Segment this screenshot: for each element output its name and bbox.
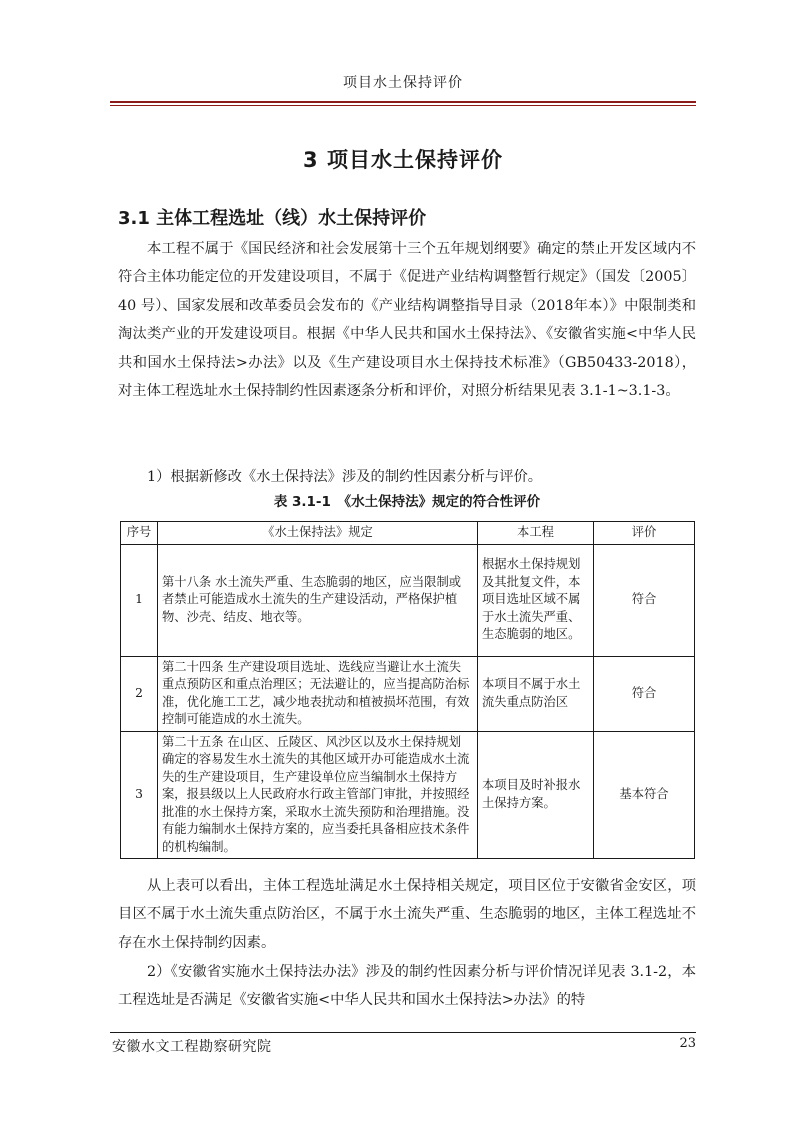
body-paragraph-3: 从上表可以看出，主体工程选址满足水土保持相关规定，项目区位于安徽省金安区，项目区不属于水土流失重点防治区，不属于水土流失严重、生态脆弱的地区，主体工程选址不存在水土保持制约因素。 <box>118 878 696 951</box>
table-row <box>121 544 695 656</box>
row-num: 2 <box>121 656 158 731</box>
body-paragraph-4: 2）《安徽省实施水土保持法办法》涉及的制约性因素分析与评价情况详见表 3.1-2，本工程选址是否满足《安徽省实施<中华人民共和国水土保持法>办法》的特 <box>118 964 696 1009</box>
table-caption: 表 3.1-1 《水土保持法》规定的符合性评价 <box>273 494 541 510</box>
footer-rule <box>110 1032 696 1033</box>
row-rule: 第十八条 水土流失严重、生态脆弱的地区，应当限制或者禁止可能造成水土流失的生产建设活动，严格保护植物、沙壳、结皮、地衣等。 <box>158 544 478 656</box>
row-num: 1 <box>121 544 158 656</box>
row-num: 3 <box>121 731 158 859</box>
row-evaluation: 符合 <box>594 544 695 656</box>
header-evaluation: 评价 <box>594 522 695 545</box>
header-project: 本工程 <box>478 522 594 545</box>
body-paragraph-1: 本工程不属于《国民经济和社会发展第十三个五年规划纲要》确定的禁止开发区域内不符合主体功能定位的开发建设项目，不属于《促进产业结构调整暂行规定》（国发〔2005〕40 号）、国家发展和改革委员会发布的《产业结构调整指导目录（2018年本）》中限制类和淘汰类产业的开发建设项目。根据《中华人民共和国水土保持法》、《安徽省实施<中华人民共和国水土保持法>办法》以及《生产建设项目水土保持技术标准》（GB50433-2018），对主体工程选址水土保持制约性因素逐条分析和评价，对照分析结果见表 3.1-1~3.1-3。 <box>118 241 696 400</box>
compliance-table <box>120 521 695 859</box>
row-evaluation: 符合 <box>594 656 695 731</box>
row-project: 本项目不属于水土流失重点防治区 <box>478 656 594 731</box>
body-paragraph-2: 1）根据新修改《水土保持法》涉及的制约性因素分析与评价。 <box>147 469 543 485</box>
row-project: 本项目及时补报水土保持方案。 <box>478 731 594 859</box>
row-evaluation: 基本符合 <box>594 731 695 859</box>
page-number: 23 <box>679 1036 696 1051</box>
table-row <box>121 731 695 859</box>
header-rule <box>110 101 696 103</box>
footer-organization: 安徽水文工程勘察研究院 <box>112 1039 272 1055</box>
header-num: 序号 <box>121 522 158 545</box>
row-project: 根据水土保持规划及其批复文件，本项目选址区域不属于水土流失严重、生态脆弱的地区。 <box>478 544 594 656</box>
header-rule: 《水土保持法》规定 <box>158 522 478 545</box>
row-rule: 第二十五条 在山区、丘陵区、风沙区以及水土保持规划确定的容易发生水土流失的其他区域开办可能造成水土流失的生产建设项目，生产建设单位应当编制水土保持方案，报县级以上人民政府水行政主管部门审批，并按照经批准的水土保持方案，采取水土流失预防和治理措施。没有能力编制水土保持方案的，应当委托具备相应技术条件的机构编制。 <box>158 731 478 859</box>
running-header: 项目水土保持评价 <box>343 75 463 91</box>
table-row <box>121 656 695 731</box>
header-rule-secondary <box>110 105 696 106</box>
row-rule: 第二十四条 生产建设项目选址、选线应当避让水土流失重点预防区和重点治理区；无法避让的，应当提高防治标准，优化施工工艺，减少地表扰动和植被损坏范围，有效控制可能造成的水土流失。 <box>158 656 478 731</box>
chapter-title: 3 项目水土保持评价 <box>303 148 503 172</box>
section-title: 3.1 主体工程选址（线）水土保持评价 <box>118 208 427 229</box>
table-header-row <box>121 522 695 545</box>
